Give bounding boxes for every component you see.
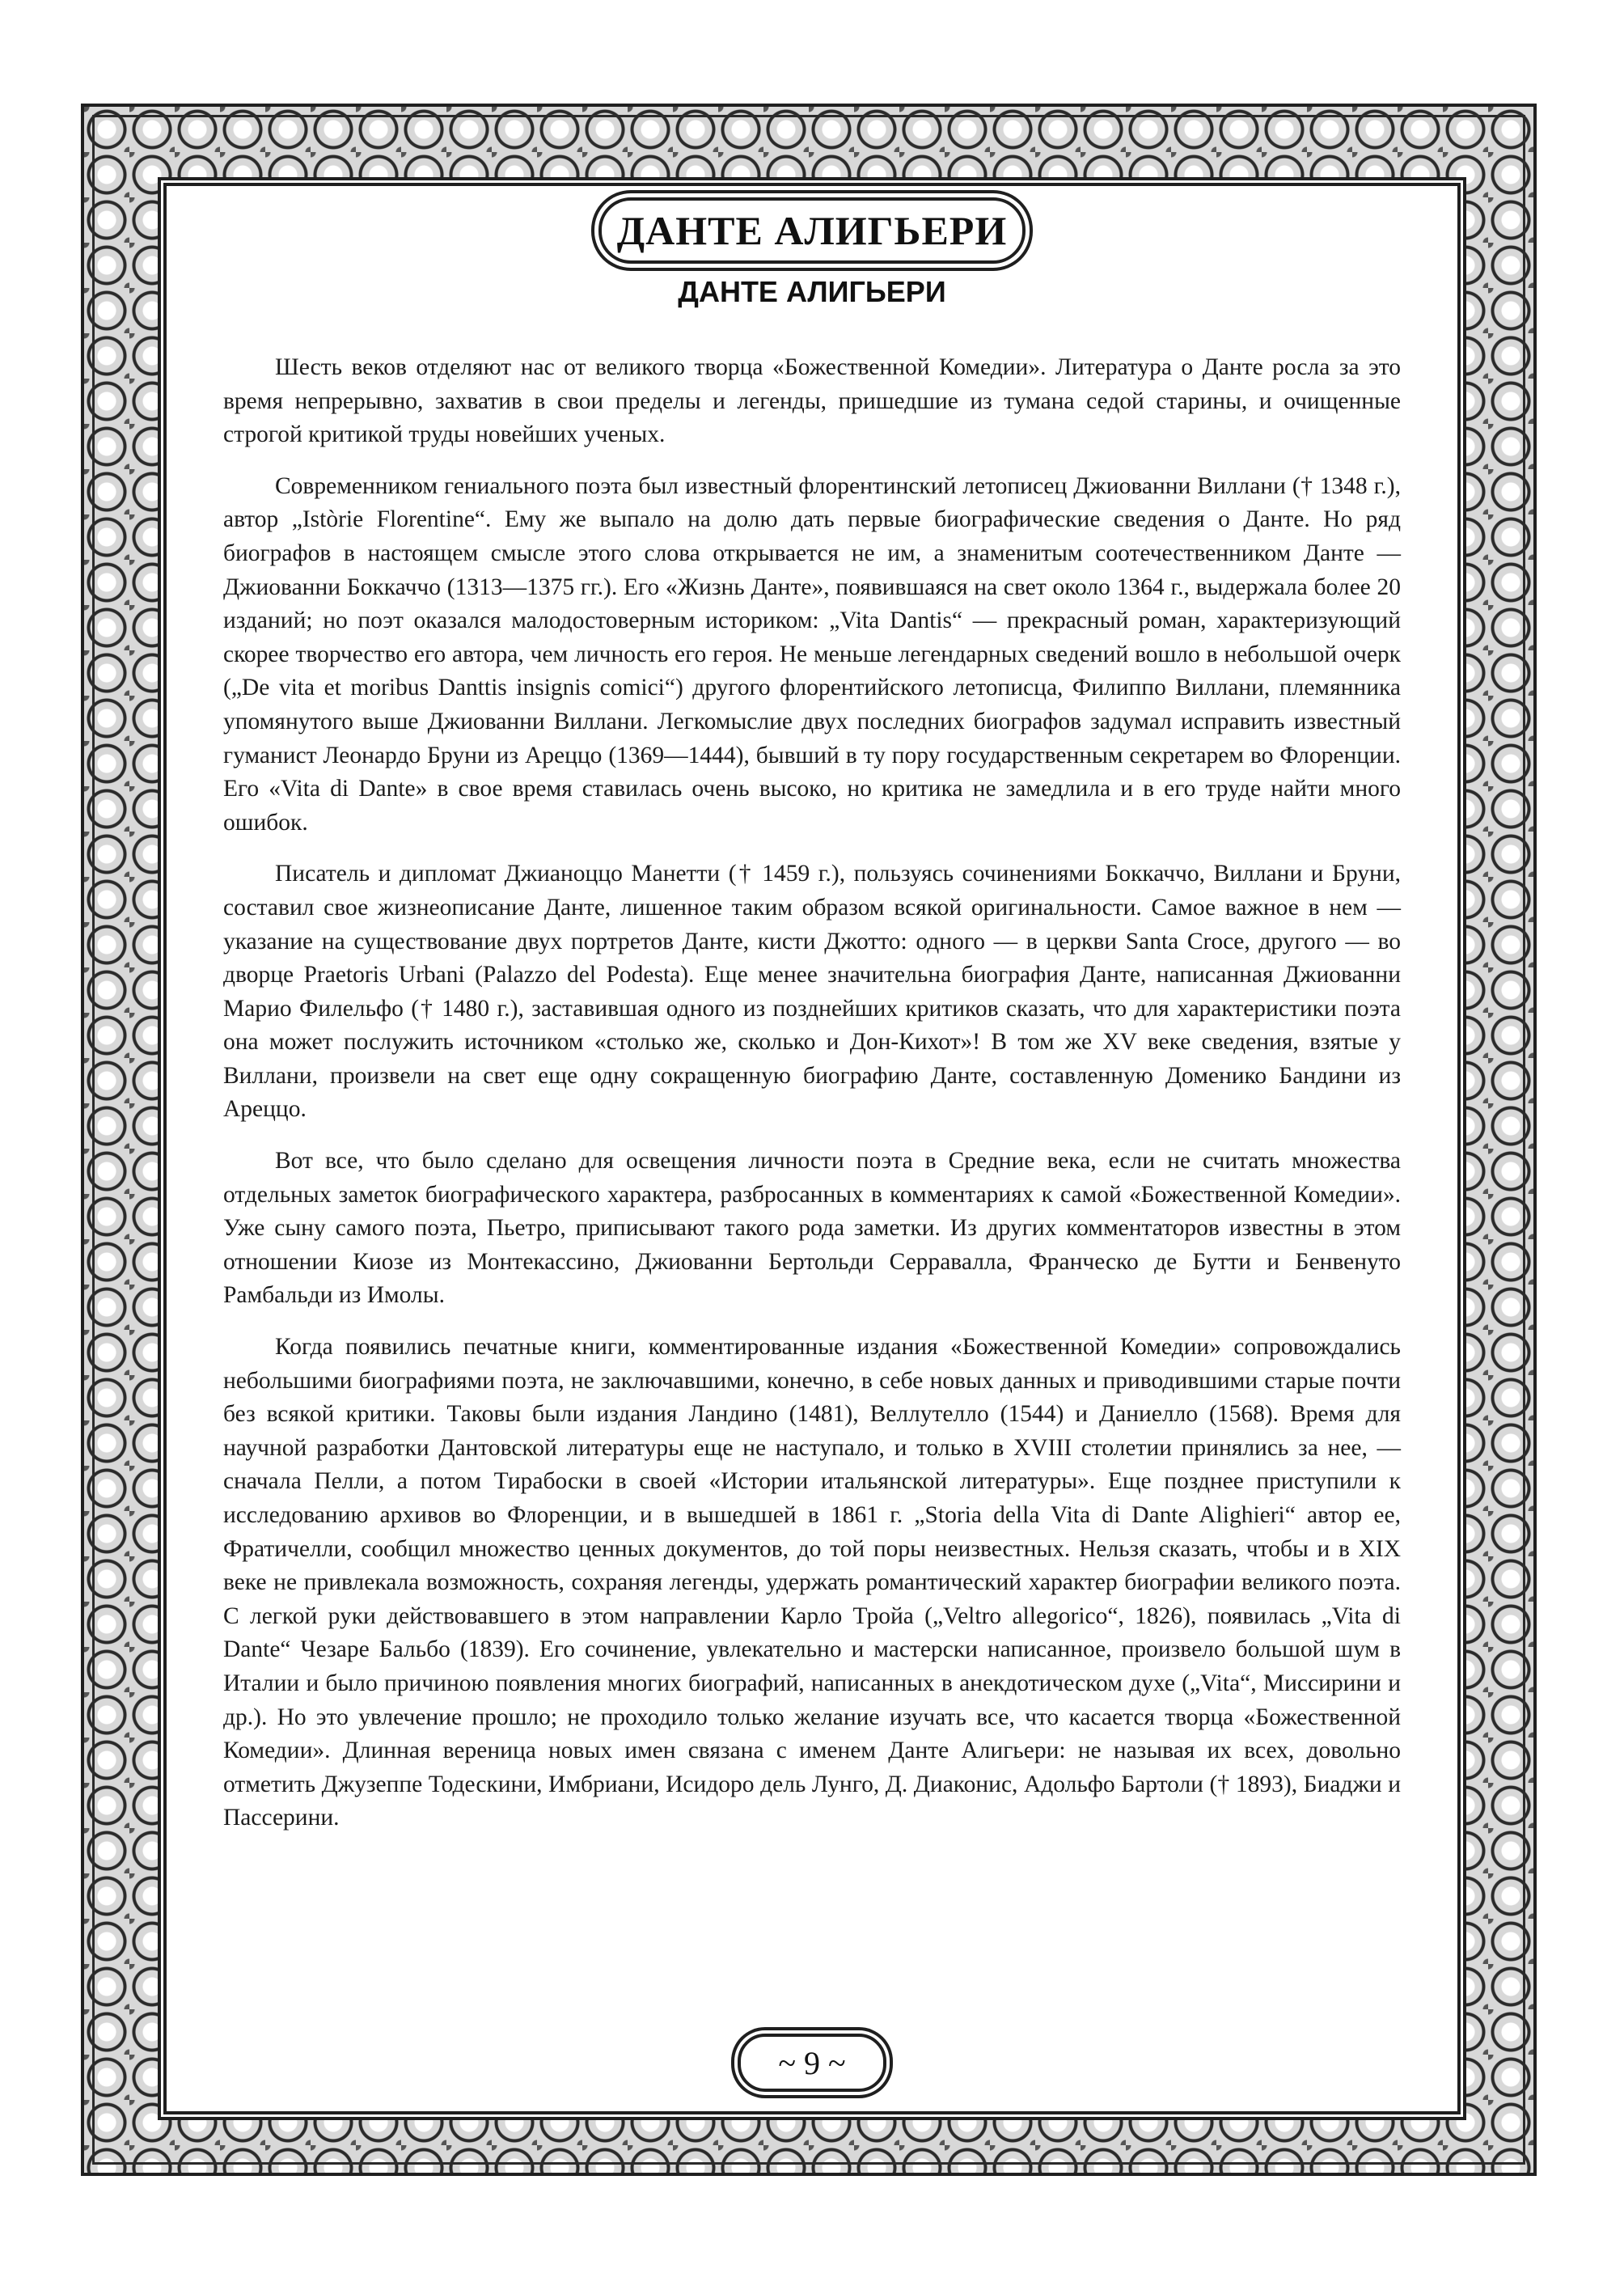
paragraph: Когда появились печатные книги, комментированные издания «Божественной Комедии» сопровождались небольшими биографиями поэта, не заключавшими, конечно, в себе новых данных и приводившими старые почти без всякой критики. Таковы были издания Ландино (1481), Веллутелло (1544) и Даниелло (1568). Время для научной разработки Дантовской литературы еще не наступало, и только в XVIII столетии принялись за нее, — сначала Пелли, а потом Тирабоски в своей «Истории итальянской литературы». Еще позднее приступили к исследованию архивов во Флоренции, и в вышедшей в 1861 г. „Storia della Vita di Dante Alighieri“ автор ее, Фратичелли, сообщил множество ценных документов, до той поры неизвестных. Нельзя сказать, чтобы и в XIX веке не привлекала возможность, сохраняя легенды, удержать романтический характер биографии великого поэта. С легкой руки действовавшего в этом направлении Карло Тройа („Veltro allegorico“, 1826), появилась „Vita di Dante“ Чезаре Бальбо (1839). Его сочинение, увлекательно и мастерски написанное, произвело большой шум в Италии и было причиною появления многих биографий, написанных в анекдотическом духе („Vita“, Миссирини и др.). Но это увлечение прошло; не проходило только желание изучать все, что касается творца «Божественной Комедии». Длинная вереница новых имен связана с именем Данте Алигьери: не называя их всех, довольно отметить Джузеппе Тодескини, Имбриани, Исидоро дель Лунго, Д. Диаконис, Адольфо Бартоли († 1893), Биаджи и Пассерини. [223,1334,1401,1831]
page-number-plate [738,2034,886,2092]
paragraph: Шесть веков отделяют нас от великого творца «Божественной Комедии». Литература о Данте росла за это время непрерывно, захватив в свои пределы и легенды, пришедшие из тумана седой старины, и очищенные строгой критикой труды новейших ученых. [223,354,1401,448]
paragraph: Писатель и дипломат Джианоццо Манетти († 1459 г.), пользуясь сочинениями Боккаччо, Виллани и Бруни, составил свое жизнеописание Данте, лишенное таким образом всякой оригинальности. Самое важное в нем — указание на существование двух портретов Данте, кисти Джотто: одного — в церкви Santa Croce, другого — во дворце Praetoris Urbani (Palazzo del Podesta). Еще менее значительна биография Данте, написанная Джиованни Марио Филельфо († 1480 г.), заставившая одного из позднейших критиков сказать, что для характеристики поэта она может послужить источником «столько же, сколько и Дон-Кихот»! В том же XV веке сведения, взятые у Виллани, произвели на свет еще одну сокращенную биографию Данте, составленную Доменико Бандини из Ареццо. [223,861,1401,1123]
article-body [223,275,1401,1853]
paragraph: Современником гениального поэта был известный флорентинский летописец Джиованни Виллани († 1348 г.), автор „Istòrie Florentine“. Ему же выпало на долю дать первые биографические сведения о Данте. Но ряд биографов в настоящем смысле этого слова открывается не им, а знаменитым соотечественником Данте — Джиованни Боккаччо (1313—1375 гг.). Его «Жизнь Данте», появившаяся на свет около 1364 г., выдержала более 20 изданий; но поэт оказался малодостоверным историком: „Vita Dantis“ — прекрасный роман, характеризующий скорее творчество его автора, чем личность его героя. Не меньше легендарных сведений вошло в небольшой очерк („De vita et moribus Danttis insignis comici“) другого флорентийского летописца, Филиппо Виллани, племянника упомянутого выше Джиованни Виллани. Легкомыслие двух последних биографов задумал исправить известный гуманист Леонардо Бруни из Ареццо (1369—1444), бывший в ту пору государственным секретарем во Флоренции. Его «Vita di Dante» в свое время ставилась очень высоко, но критика не замедлила и в его труде найти много ошибок. [223,472,1401,836]
paragraph: Вот все, что было сделано для освещения личности поэта в Средние века, если не считать множества отдельных заметок биографического характера, разбросанных в комментариях к самой «Божественной Комедии». Уже сыну самого поэта, Пьетро, приписывают такого рода заметки. Из других комментаторов известны в этом отношении Киозе из Монтекассино, Джиованни Бертольди Серравалла, Франческо де Бутти и Бенвенуто Рамбальди из Имолы. [223,1148,1401,1309]
ornamental-border-frame [81,104,1537,2176]
running-header-title: ДАНТЕ АЛИГЬЕРИ [616,208,1008,253]
article-title: ДАНТЕ АЛИГЬЕРИ [678,275,946,308]
header-title-plate [598,197,1026,264]
page-number: ~ 9 ~ [778,2044,846,2081]
page-content-area [163,183,1461,2114]
